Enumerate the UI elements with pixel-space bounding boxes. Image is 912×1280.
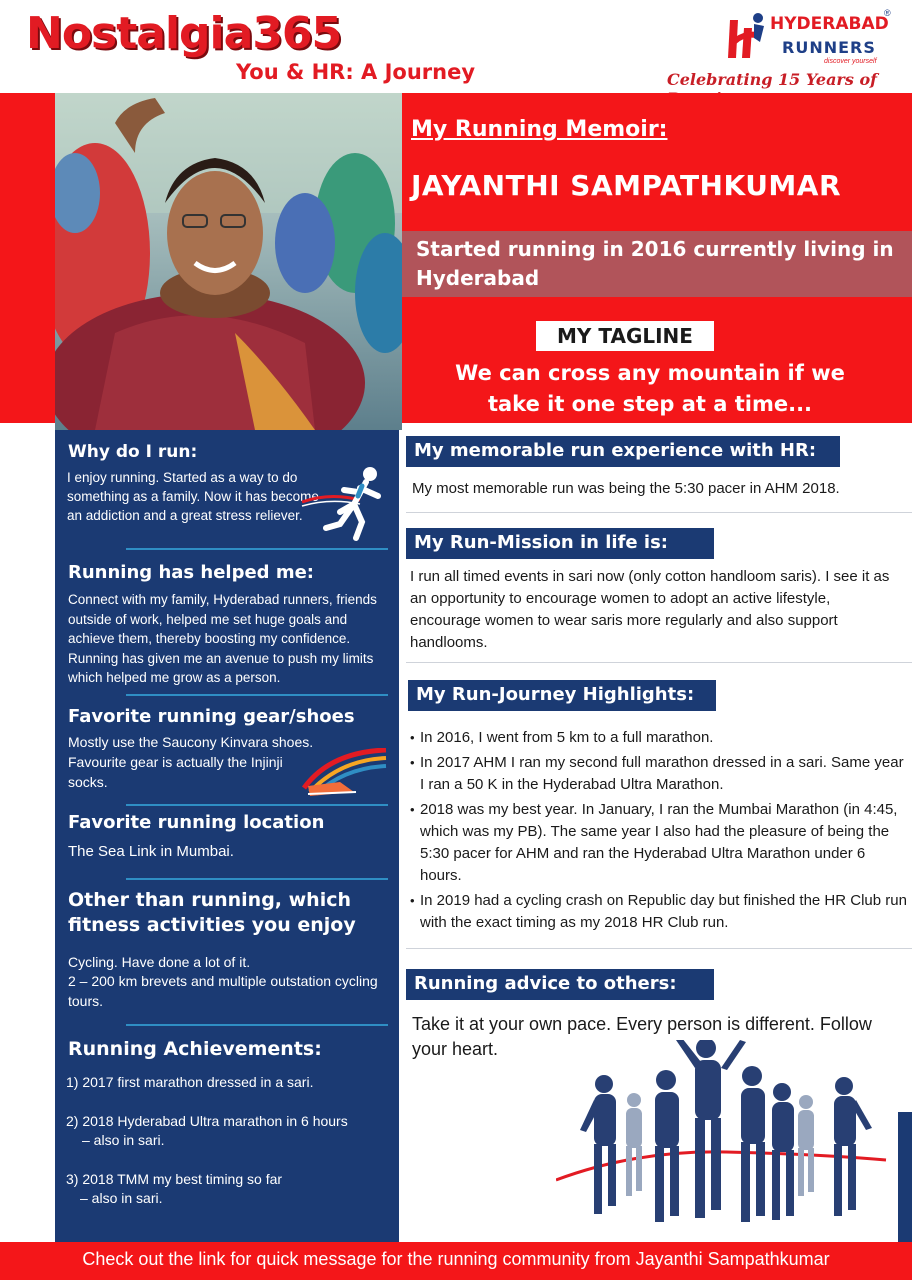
gear-text-2: Favourite gear is actually the Injinji socks. [68,754,283,790]
tagline-text: We can cross any mountain if we take it one step at a time... [455,361,845,416]
section-divider [406,948,912,949]
brand-subtitle: You & HR: A Journey [236,60,476,84]
section-divider [126,1024,388,1026]
helped-heading: Running has helped me: [68,562,314,583]
logo-text-runners: RUNNERS [782,38,876,57]
memorable-text: My most memorable run was being the 5:30 pacer in AHM 2018. [412,480,840,497]
runners-silhouette-icon [556,1040,896,1240]
runner-logo-icon [724,8,774,66]
logo-text-hyderabad: HYDERABAD [770,14,889,34]
hyderabad-runners-logo [724,8,896,66]
right-accent-strip [898,1112,912,1242]
advice-heading: Running advice to others: [406,969,714,1000]
mission-heading: My Run-Mission in life is: [406,528,714,559]
runner-photo [55,93,402,430]
runner-name: JAYANTHI SAMPATHKUMAR [411,169,842,202]
why-run-heading: Why do I run: [68,442,198,462]
highlights-list [410,727,908,937]
other-activities-text-1: Cycling. Have done a lot of it. [68,954,251,970]
highlights-heading: My Run-Journey Highlights: [408,680,716,711]
other-activities-heading: Other than running, which fitness activities you enjoy [68,889,356,936]
memoir-label: My Running Memoir: [411,117,668,142]
sprinter-icon [300,462,392,544]
helped-text: Connect with my family, Hyderabad runners, friends outside of work, helped me set huge goals and achieve them, thereby boosting my confidence. Running has given me an avenue to push my limits which helped me grow as a person. [68,592,377,685]
achievement-item-continued: – also in sari. [82,1132,165,1148]
memorable-heading: My memorable run experience with HR: [406,436,840,467]
location-text: The Sea Link in Mumbai. [68,843,234,860]
gear-heading: Favorite running gear/shoes [68,706,355,727]
footer-link-text[interactable]: Check out the link for quick message for the running community from Jayanthi Sampathkumar [82,1249,830,1269]
section-divider [126,694,388,696]
highlight-item: • In 2016, I went from 5 km to a full marathon. [410,727,908,749]
highlight-item: • In 2017 AHM I ran my second full marathon dressed in a sari. Same year I ran a 50 K in the Hyderabad Ultra Marathon. [410,752,908,796]
highlight-item: • In 2019 had a cycling crash on Republic day but finished the HR Club run with the exact timing as my 2018 HR Club run. [410,890,908,934]
registered-mark: ® [884,8,891,18]
achievement-item: 2) 2018 Hyderabad Ultra marathon in 6 hours [66,1113,348,1129]
achievement-item: 3) 2018 TMM my best timing so far [66,1171,283,1187]
achievement-item-continued: – also in sari. [80,1190,163,1206]
why-run-text: I enjoy running. Started as a way to do something as a family. Now it has become an addiction and a great stress reliever. [67,470,319,523]
location-heading: Favorite running location [68,812,325,833]
other-activities-text-2: 2 – 200 km brevets and multiple outstation cycling tours. [68,973,378,1009]
brand-title: Nostalgia365 [26,8,342,59]
section-divider [126,804,388,806]
shoe-icon [300,748,390,800]
highlight-item: • 2018 was my best year. In January, I ran the Mumbai Marathon (in 4:45, which was my PB). The same year I also had the pleasure of being the 5:30 pacer for AHM and ran the Hyderabad Ultra Marathon under 6 hours. [410,799,908,887]
celebrating-text: Celebrating 15 Years of [667,70,877,89]
achievement-item: 1) 2017 first marathon dressed in a sari. [66,1074,314,1090]
gear-text-1: Mostly use the Saucony Kinvara shoes. [68,734,314,750]
achievements-heading: Running Achievements: [68,1038,322,1060]
tagline-badge: MY TAGLINE [536,321,714,351]
section-divider [406,662,912,663]
started-text: Started running in 2016 currently living in Hyderabad [416,237,894,290]
section-divider [406,512,912,513]
mission-text: I run all timed events in sari now (only cotton handloom saris). I see it as an opportunity to encourage women to adopt an active lifestyle, encourage women to wear saris more regularly and also support handlooms. [410,568,890,651]
runner-photo-illustration [55,93,402,430]
advice-text: Take it at your own pace. Every person is different. Follow your heart. [412,1014,872,1059]
section-divider [126,878,388,880]
logo-tagline: discover yourself [824,58,877,65]
section-divider [126,548,388,550]
